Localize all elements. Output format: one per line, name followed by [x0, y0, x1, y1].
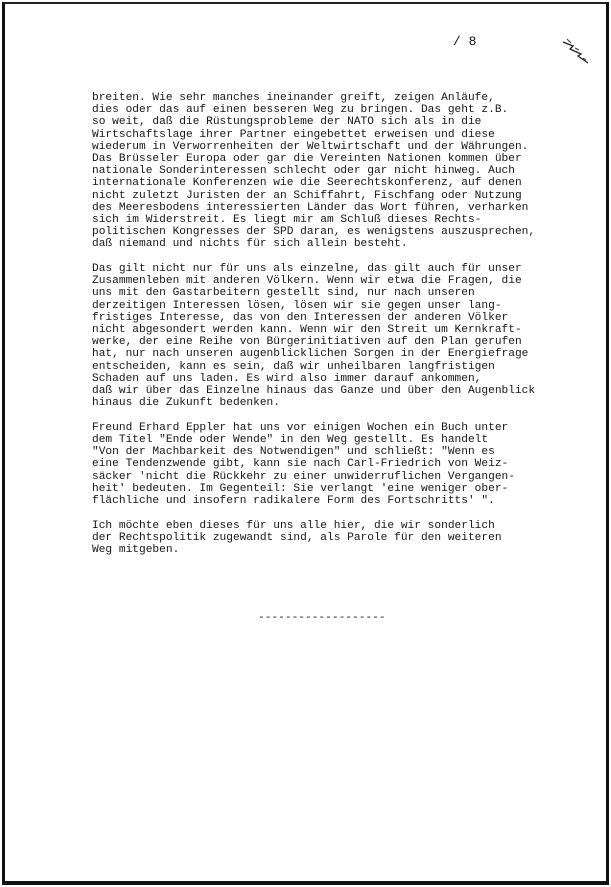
text-line: nationale Sonderinteressen schlecht oder gar nicht hinweg. Auch: [92, 165, 515, 178]
text-line: Das Brüsseler Europa oder gar die Vereinten Nationen kommen über: [92, 153, 522, 166]
text-line: flächliche und insofern radikalere Form des Fortschritts' ".: [92, 495, 495, 508]
text-line: Freund Erhard Eppler hat uns vor einigen Wochen ein Buch unter: [92, 421, 509, 434]
text-line: uns mit den Gastarbeitern gestellt sind, nur nach unseren: [92, 287, 475, 300]
text-line: säcker 'nicht die Rückkehr zu einer unwiderruflichen Vergangen-: [92, 470, 515, 483]
text-line: Weg mitgeben.: [92, 544, 180, 557]
text-line: daß wir über das Einzelne hinaus das Ganze und über den Augenblick: [92, 385, 536, 398]
paragraph-4: [92, 520, 552, 557]
text-line: Zusammenleben mit anderen Völkern. Wenn wir etwa die Fragen, die: [92, 275, 522, 288]
paragraph-3: [92, 422, 552, 507]
text-line: derzeitigen Interessen lösen, lösen wir sie gegen unser lang-: [92, 299, 502, 312]
text-line: wiederum in Verworrenheiten der Weltwirtschaft und der Währungen.: [92, 140, 529, 153]
page-number: / 8: [453, 34, 477, 49]
corner-scribble-mark: [561, 36, 591, 68]
text-line: internationale Konferenzen wie die Seerechtskonferenz, auf denen: [92, 177, 522, 190]
text-line: sich im Widerstreit. Es liegt mir am Schluß dieses Rechts-: [92, 214, 482, 227]
text-line: fristiges Interesse, das von den Interessen der anderen Völker: [92, 311, 509, 324]
text-line: eine Tendenzwende gibt, kann sie nach Carl-Friedrich von Weiz-: [92, 458, 509, 471]
text-line: Ich möchte eben dieses für uns alle hier, die wir sonderlich: [92, 519, 495, 532]
text-line: hinaus die Zukunft bedenken.: [92, 397, 280, 410]
text-line: dies oder das auf einen besseren Weg zu bringen. Das geht z.B.: [92, 104, 509, 117]
text-line: des Meeresbodens interessierten Länder das Wort führen, verharken: [92, 201, 529, 214]
text-line: so weit, daß die Rüstungsprobleme der NATO sich als in die: [92, 116, 482, 129]
paragraph-1: [92, 92, 552, 251]
text-line: entscheiden, kann es sein, daß wir unheilbaren langfristigen: [92, 360, 495, 373]
text-line: breiten. Wie sehr manches ineinander greift, zeigen Anläufe,: [92, 92, 495, 104]
closing-dashed-rule: -------------------: [258, 612, 386, 624]
text-line: Das gilt nicht nur für uns als einzelne, das gilt auch für unser: [92, 263, 522, 276]
text-line: nicht abgesondert werden kann. Wenn wir den Streit um Kernkraft-: [92, 324, 522, 337]
text-line: politischen Kongresses der SPD daran, es wenigstens auszusprechen,: [92, 226, 536, 239]
text-line: Schaden auf uns laden. Es wird also immer darauf ankommen,: [92, 372, 482, 385]
text-line: "Von der Machbarkeit des Notwendigen" und schließt: "Wenn es: [92, 446, 495, 459]
paragraph-2: [92, 263, 552, 409]
text-line: dem Titel "Ende oder Wende" in den Weg gestellt. Es handelt: [92, 434, 489, 447]
text-line: werke, der eine Reihe von Bürgerinitiativen auf den Plan gerufen: [92, 336, 522, 349]
text-line: daß niemand und nichts für sich allein besteht.: [92, 238, 408, 251]
text-line: hat, nur nach unseren augenblicklichen Sorgen in der Energiefrage: [92, 348, 529, 361]
text-line: der Rechtspolitik zugewandt sind, als Parole für den weiteren: [92, 531, 502, 544]
text-line: heit' bedeuten. Im Gegenteil: Sie verlangt 'eine weniger ober-: [92, 482, 509, 495]
document-body: [92, 92, 552, 569]
text-line: Wirtschaftslage ihrer Partner eingebettet erweisen und diese: [92, 128, 495, 141]
text-line: nicht zuletzt Juristen der an Schiffahrt, Fischfang oder Nutzung: [92, 189, 522, 202]
